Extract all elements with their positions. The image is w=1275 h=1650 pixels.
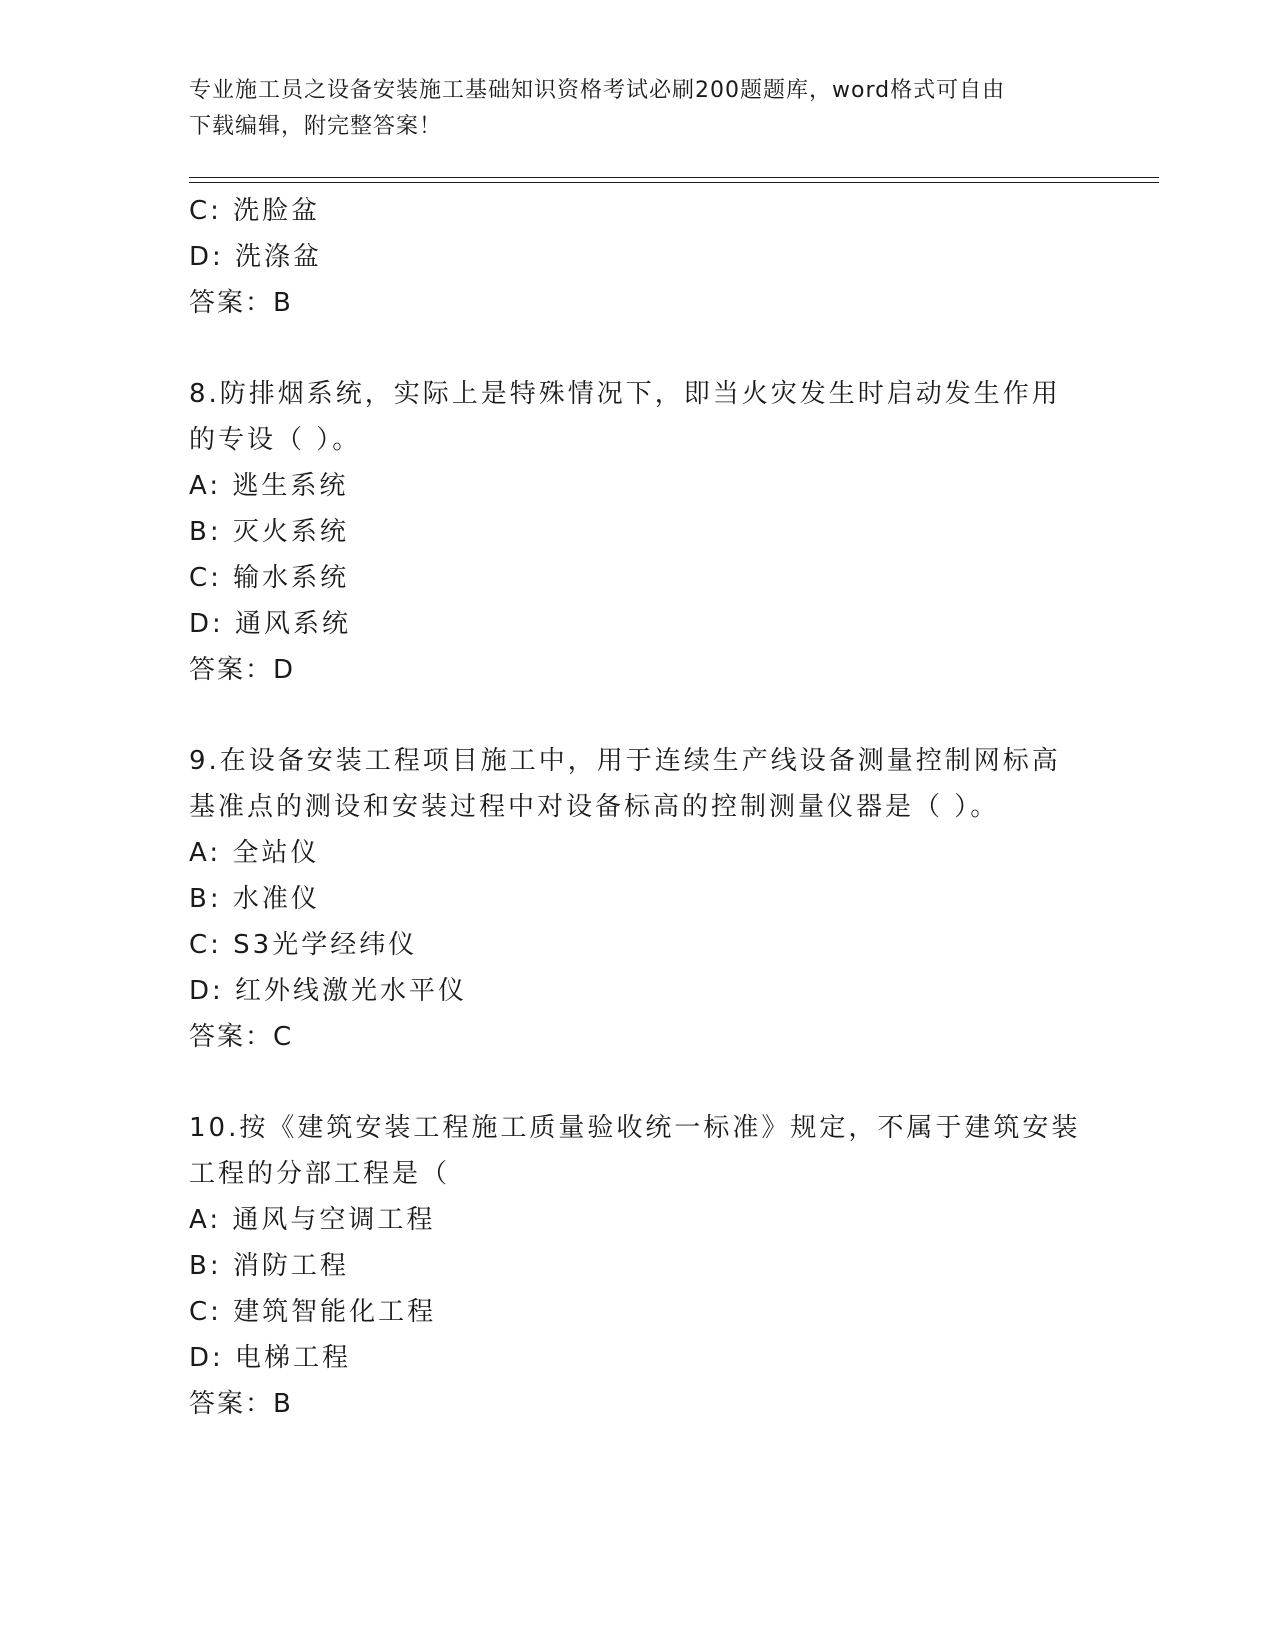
question-10 xyxy=(189,1105,1089,1427)
option-d: D: 电梯工程 xyxy=(189,1343,352,1373)
option-a: A: 通风与空调工程 xyxy=(189,1205,436,1235)
option-b: B: 灭火系统 xyxy=(189,517,349,547)
document-header xyxy=(189,73,1089,145)
option-a: A: 全站仪 xyxy=(189,838,320,868)
header-line-2: 下载编辑，附完整答案！ xyxy=(189,114,443,139)
question-stem-line-2: 基准点的测设和安装过程中对设备标高的控制测量仪器是（ ）。 xyxy=(189,792,1000,822)
answer: 答案：B xyxy=(189,288,293,318)
option-c: C: S3光学经纬仪 xyxy=(189,930,418,960)
option-c: C: 洗脸盆 xyxy=(189,196,321,226)
answer: 答案：C xyxy=(189,1022,294,1052)
option-a: A: 逃生系统 xyxy=(189,471,349,501)
question-stem-line-2: 工程的分部工程是（ xyxy=(189,1159,451,1189)
answer: 答案：D xyxy=(189,655,296,685)
option-d: D: 洗涤盆 xyxy=(189,242,323,272)
question-stem-line-1: 10.按《建筑安装工程施工质量验收统一标准》规定，不属于建筑安装 xyxy=(189,1113,1081,1143)
header-line-1: 专业施工员之设备安装施工基础知识资格考试必刷200题题库，word格式可自由 xyxy=(189,78,1006,103)
question-stem-line-1: 8.防排烟系统，实际上是特殊情况下，即当火灾发生时启动发生作用 xyxy=(189,379,1061,409)
question-8 xyxy=(189,371,1089,693)
option-b: B: 水准仪 xyxy=(189,884,320,914)
option-b: B: 消防工程 xyxy=(189,1251,349,1281)
header-divider-top xyxy=(189,177,1159,178)
question-list xyxy=(189,188,1089,1427)
question-stem-line-1: 9.在设备安装工程项目施工中，用于连续生产线设备测量控制网标高 xyxy=(189,746,1061,776)
question-stem-line-2: 的专设（ ）。 xyxy=(189,425,362,455)
header-divider-bottom xyxy=(189,182,1159,183)
question-9 xyxy=(189,738,1089,1060)
question-7 xyxy=(189,188,1089,326)
option-d: D: 通风系统 xyxy=(189,609,352,639)
option-d: D: 红外线激光水平仪 xyxy=(189,976,468,1006)
answer: 答案：B xyxy=(189,1389,293,1419)
option-c: C: 输水系统 xyxy=(189,563,350,593)
option-c: C: 建筑智能化工程 xyxy=(189,1297,437,1327)
